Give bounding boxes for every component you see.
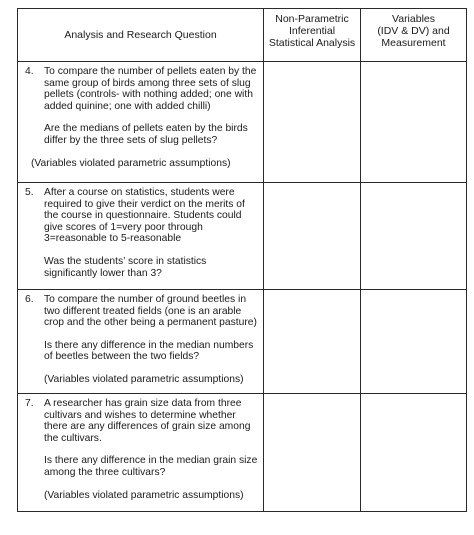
header-line: (IDV & DV) and [377,25,450,37]
assumption-note: (Variables violated parametric assumptions) [44,373,244,385]
header-nonparametric-analysis [264,9,361,62]
variables-answer-cell[interactable] [361,62,467,183]
question-number: 7. [25,398,34,409]
analysis-answer-cell[interactable] [264,290,361,394]
header-line: Statistical Analysis [268,37,356,49]
research-question: Is there any difference in the median grain size among the three cultivars? [44,455,258,478]
question-cell [18,62,264,183]
research-question: Is there any difference in the median numbers of beetles between the two fields? [44,339,254,363]
header-variables-measurement [361,9,467,62]
question-number: 4. [25,66,34,77]
header-analysis-question: Analysis and Research Question [18,9,264,62]
question-row [18,394,467,512]
question-scenario: To compare the number of ground beetles in two different treated fields (one is an arable crop and the other being a permanent pasture) [44,294,257,329]
header-line: Inferential [288,25,336,37]
worksheet-table [17,8,467,512]
question-scenario: To compare the number of pellets eaten by the same group of birds among three sets of slug pellets (controls- with nothing added; one with added quinine; one with added chilli) [44,66,257,112]
analysis-answer-cell[interactable] [264,62,361,183]
header-line: Non-Parametric [275,13,349,25]
header-row [18,9,467,62]
question-cell [18,290,264,394]
question-scenario: After a course on statistics, students were required to give their verdict on the merits of the course in questionnaire. Students could give scores of 1=very poor through 3=reasonable to 5-reasonable [44,187,245,245]
question-row [18,290,467,394]
header-line: Variables [392,13,435,25]
question-scenario: A researcher has grain size data from three cultivars and wishes to determine whether there are any differences of grain size among the cultivars. [44,398,251,444]
research-question: Was the students’ score in statistics significantly lower than 3? [44,255,207,279]
variables-answer-cell[interactable] [361,183,467,290]
question-row [18,62,467,183]
research-question: Are the medians of pellets eaten by the birds differ by the three sets of slug pellets? [44,123,248,146]
analysis-answer-cell[interactable] [264,394,361,512]
assumption-note: (Variables violated parametric assumptions) [31,157,231,169]
question-number: 6. [25,294,34,305]
question-cell [18,183,264,290]
header-line: Measurement [381,37,446,49]
variables-answer-cell[interactable] [361,290,467,394]
analysis-answer-cell[interactable] [264,183,361,290]
variables-answer-cell[interactable] [361,394,467,512]
question-row [18,183,467,290]
assumption-note: (Variables violated parametric assumptions) [44,489,244,501]
question-number: 5. [25,187,34,198]
question-cell [18,394,264,512]
